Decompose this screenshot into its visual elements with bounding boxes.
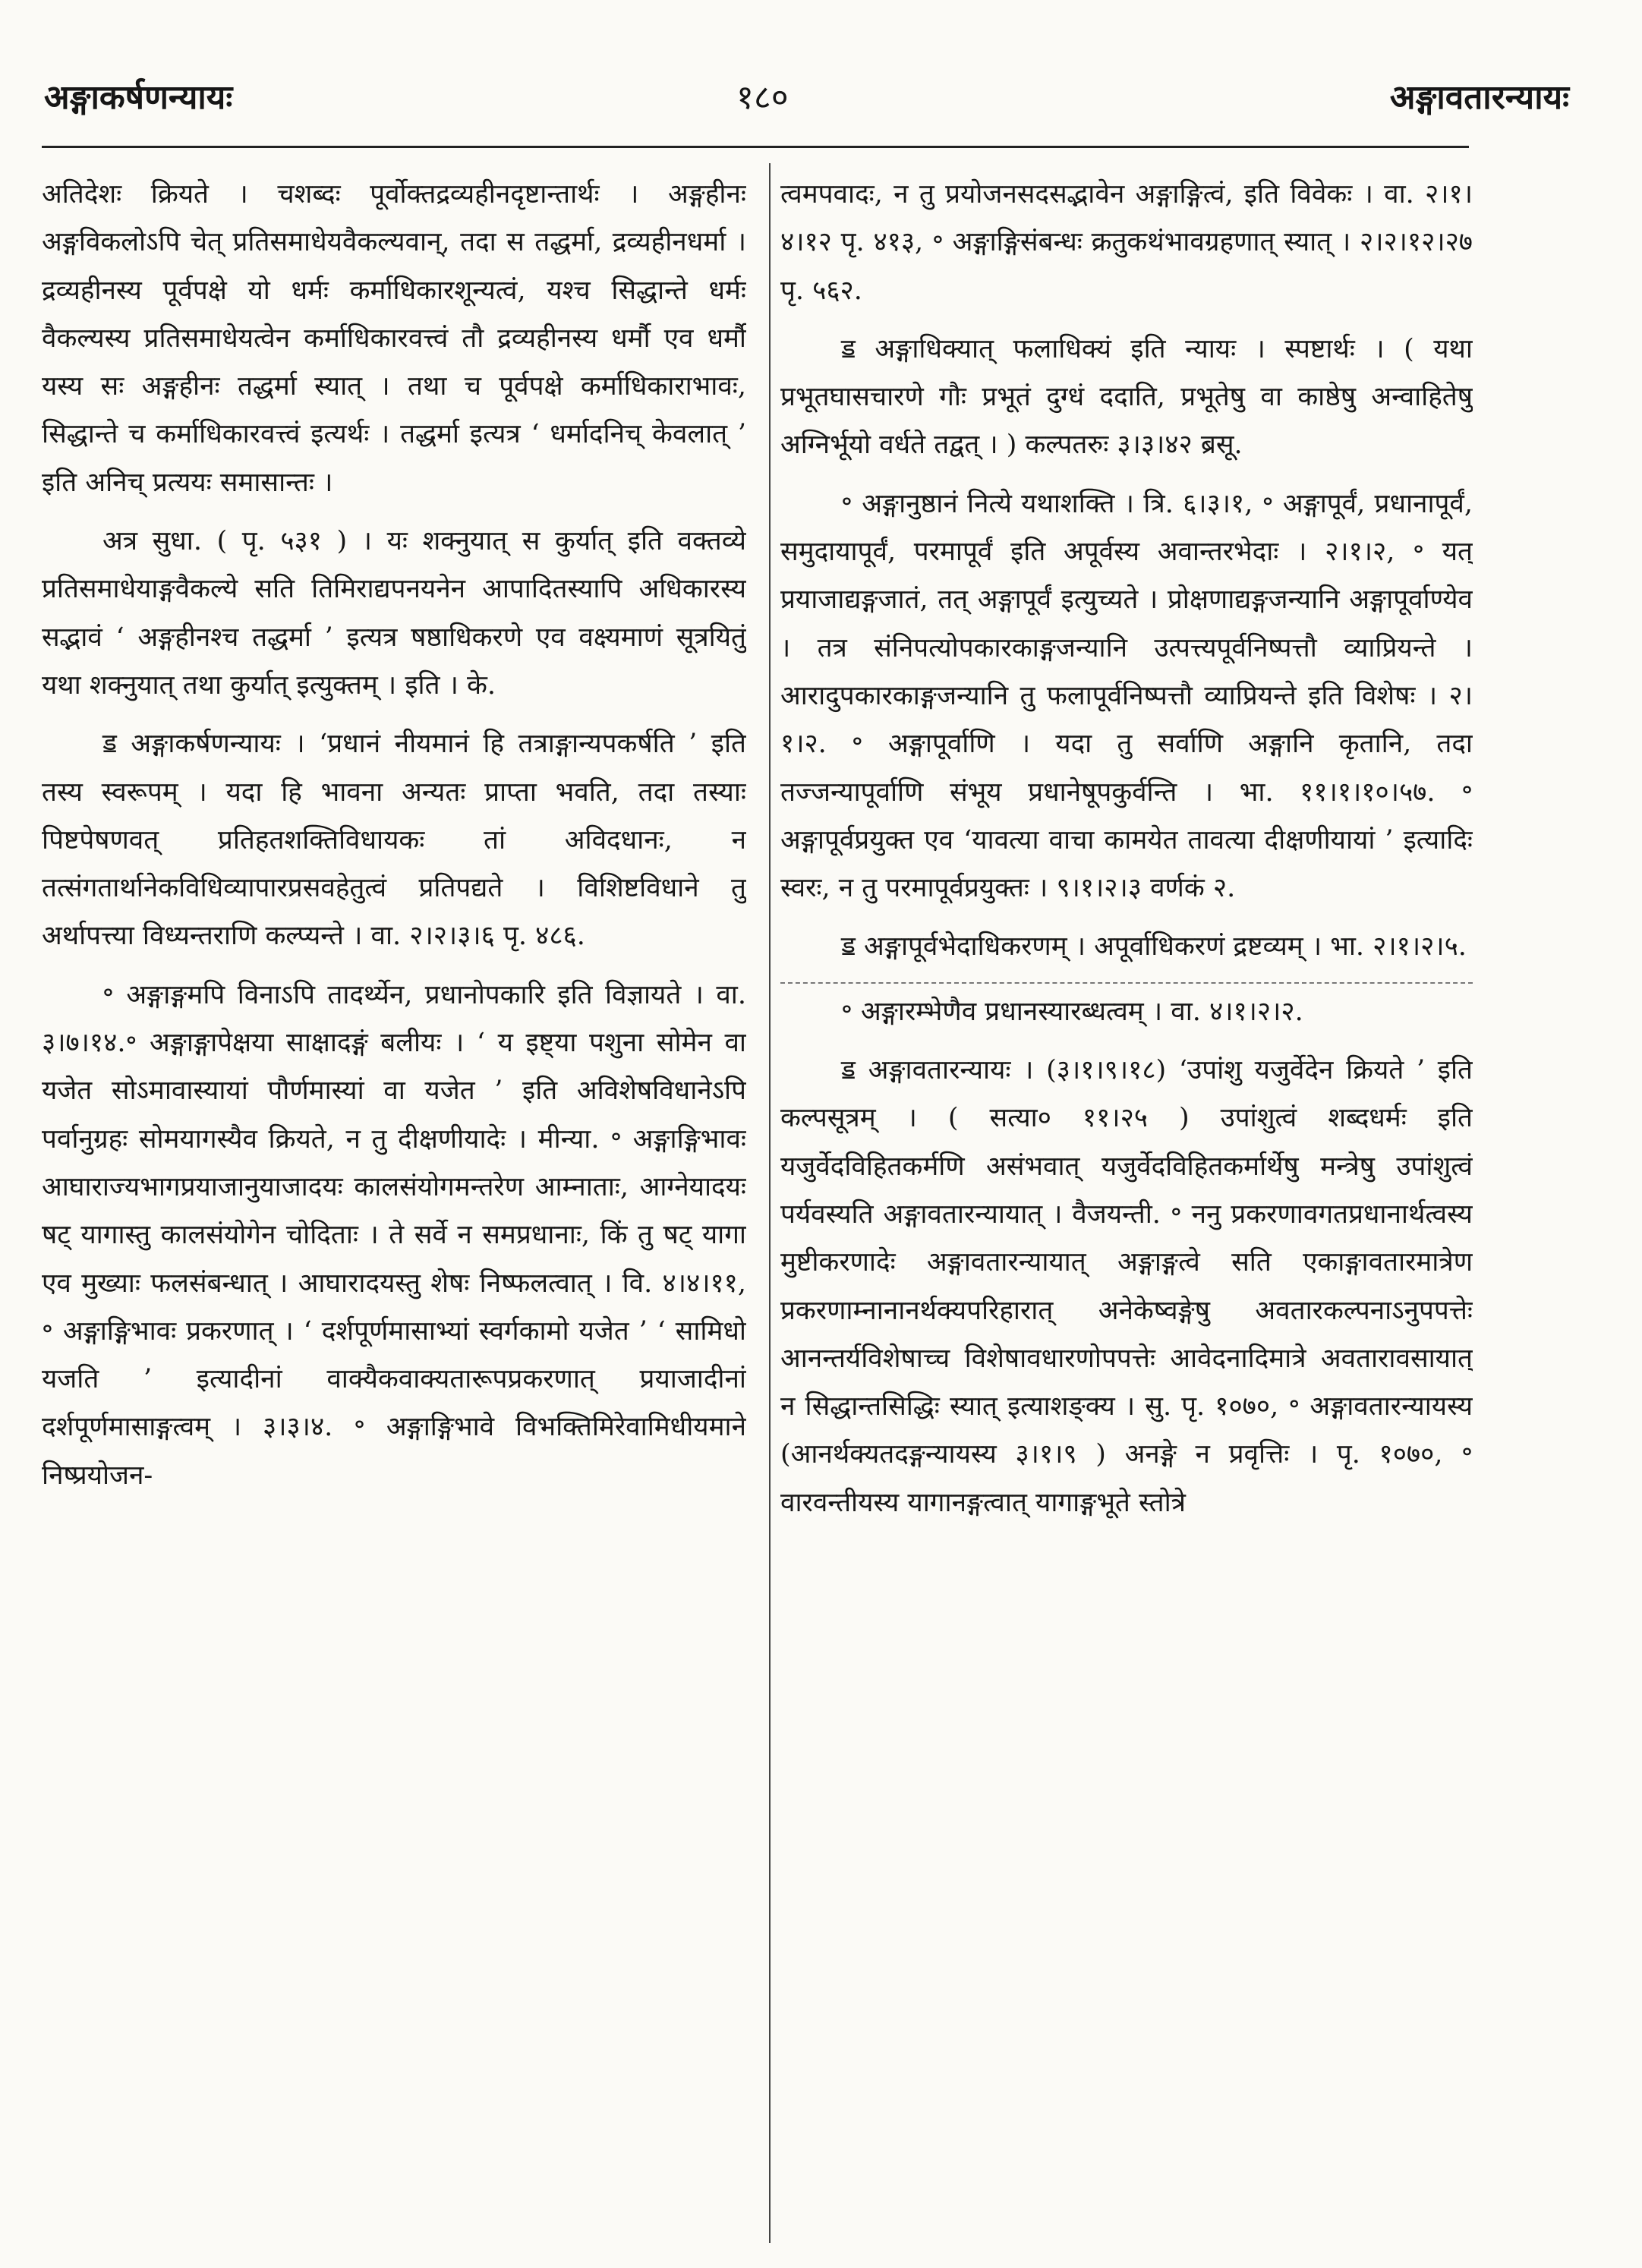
entry-paragraph: अतिदेशः क्रियते । चशब्दः पूर्वोक्तद्रव्यहीनदृष्टान्तार्थः । अङ्गहीनः अङ्गविकलोऽपि चेत् प्रतिसमाधेयवैकल्यवान्, तदा स तद्धर्मा, द्रव्यहीनधर्मा । द्रव्यहीनस्य पूर्वपक्षे यो धर्मः कर्माधिकारशून्यत्वं, यश्च सिद्धान्ते धर्मः वैकल्यस्य प्रतिसमाधेयत्वेन कर्माधिकारवत्त्वं तौ द्रव्यहीनस्य धर्मौ एव धर्मौ यस्य सः अङ्गहीनः तद्धर्मा स्यात् । तथा च पूर्वपक्षे कर्माधिकाराभावः, सिद्धान्ते च कर्माधिकारवत्त्वं इत्यर्थः । तद्धर्मा इत्यत्र ‘ धर्मादनिच् केवलात् ’ इति अनिच् प्रत्ययः समासान्तः । bbox=[42, 179, 746, 498]
entry-paragraph: त्वमपवादः, न तु प्रयोजनसदसद्भावेन अङ्गाङ्गित्वं, इति विवेकः । वा. २।१।४।१२ पृ. ४१३, ॰ अङ्गाङ्गिसंबन्धः क्रतुकथंभावग्रहणात् स्यात् । २।२।१२।२७ पृ. ५६२. bbox=[780, 179, 1473, 306]
entry-paragraph: अत्र सुधा. ( पृ. ५३१ ) । यः शक्नुयात् स कुर्यात् इति वक्तव्ये प्रतिसमाधेयाङ्गवैकल्ये सति तिमिराद्यपनयनेन आपादितस्यापि अधिकारस्य सद्भावं ‘ अङ्गहीनश्च तद्धर्मा ’ इत्यत्र षष्ठाधिकरणे एव वक्ष्यमाणं सूत्रयितुं यथा शक्नुयात् तथा कुर्यात् इत्युक्तम् । इति । के. bbox=[42, 526, 746, 701]
entry-paragraph: ॾ अङ्गाधिक्यात् फलाधिक्यं इति न्यायः । स्पष्टार्थः । ( यथा प्रभूतघासचारणे गौः प्रभूतं दुग्धं ददाति, प्रभूतेषु वा काष्ठेषु अन्वाहितेषु अग्निर्भूयो वर्धते तद्वत् । ) कल्पतरुः ३।३।४२ ब्रसू. bbox=[780, 333, 1473, 461]
page-number: १८० bbox=[736, 78, 789, 117]
column-divider bbox=[769, 163, 771, 2243]
dashed-separator bbox=[780, 982, 1473, 984]
entry-paragraph: ॰ अङ्गारम्भेणैव प्रधानस्यारब्धत्वम् । वा. ४।१।२।२. bbox=[841, 996, 1303, 1027]
entry-paragraph: ॰ अङ्गानुष्ठानं नित्ये यथाशक्ति । त्रि. ६।३।१, ॰ अङ्गापूर्वं, प्रधानापूर्वं, समुदायापूर्वं, परमापूर्वं इति अपूर्वस्य अवान्तरभेदाः । २।१।२, ॰ यत् प्रयाजाद्यङ्गजातं, तत् अङ्गापूर्वं इत्युच्यते । प्रोक्षणाद्यङ्गजन्यानि अङ्गापूर्वाण्येव । तत्र संनिपत्योपकारकाङ्गजन्यानि उत्पत्त्यपूर्वनिष्पत्तौ व्याप्रियन्ते । आरादुपकारकाङ्गजन्यानि तु फलापूर्वनिष्पत्तौ व्याप्रियन्ते इति विशेषः । २।१।२. ॰ अङ्गापूर्वाणि । यदा तु सर्वाणि अङ्गानि कृतानि, तदा तज्जन्यापूर्वाणि संभूय प्रधानेषूपकुर्वन्ति । भा. ११।१।१०।५७. ॰ अङ्गापूर्वप्रयुक्त एव ‘यावत्या वाचा कामयेत तावत्या दीक्षणीयायां ’ इत्यादिः स्वरः, न तु परमापूर्वप्रयुक्तः । ९।१।२।३ वर्णकं २. bbox=[780, 488, 1473, 904]
left-running-head: अङ्गाकर्षणन्यायः bbox=[44, 78, 233, 117]
entry-paragraph: ॾ अङ्गाकर्षणन्यायः । ‘प्रधानं नीयमानं हि तत्राङ्गान्यपकर्षति ’ इति तस्य स्वरूपम् । यदा हि भावना अन्यतः प्राप्ता भवति, तदा तस्याः पिष्टपेषणवत् प्रतिहतशक्तिविधायकः तां अविदधानः, न तत्संगतार्थानेकविधिव्यापारप्रसवहेतुत्वं प्रतिपद्यते । विशिष्टविधाने तु अर्थापत्त्या विध्यन्तराणि कल्प्यन्ते । वा. २।२।३।६ पृ. ४८६. bbox=[42, 729, 746, 952]
entry-paragraph: ॾ अङ्गावतारन्यायः । (३।१।९।१८) ‘उपांशु यजुर्वेदेन क्रियते ’ इति कल्पसूत्रम् । ( सत्या० ११।२५ ) उपांशुत्वं शब्दधर्मः इति यजुर्वेदविहितकर्मणि असंभवात् यजुर्वेदविहितकर्मार्थेषु मन्त्रेषु उपांशुत्वं पर्यवस्यति अङ्गावतारन्यायात् । वैजयन्ती. ॰ ननु प्रकरणावगतप्रधानार्थत्वस्य मुष्टीकरणादेः अङ्गावतारन्यायात् अङ्गाङ्गत्वे सति एकाङ्गावतारमात्रेण प्रकरणाम्नानानर्थक्यपरिहारात् अनेकेष्वङ्गेषु अवतारकल्पनाऽनुपपत्तेः आनन्तर्यविशेषाच्च विशेषावधारणोपपत्तेः आवेदनादिमात्रे अवतारावसायात् न सिद्धान्तसिद्धिः स्यात् इत्याशङ्क्य । सु. पृ. १०७०, ॰ अङ्गावतारन्यायस्य (आनर्थक्यतदङ्गन्यायस्य ३।१।९ ) अनङ्गे न प्रवृत्तिः । पृ. १०७०, ॰ वारवन्तीयस्य यागानङ्गत्वात् यागाङ्गभूते स्तोत्रे bbox=[780, 1055, 1473, 1518]
entry-paragraph: ॾ अङ्गापूर्वभेदाधिकरणम् । अपूर्वाधिकरणं द्रष्टव्यम् । भा. २।१।२।५. bbox=[841, 931, 1467, 962]
right-running-head: अङ्गावतारन्यायः bbox=[1389, 78, 1569, 117]
right-column bbox=[780, 171, 1473, 2251]
left-column bbox=[42, 171, 746, 2251]
entry-paragraph: ॰ अङ्गाङ्गमपि विनाऽपि तादर्थ्येन, प्रधानोपकारि इति विज्ञायते । वा. ३।७।१४.॰ अङ्गाङ्गापेक्षया साक्षादङ्गं बलीयः । ‘ य इष्ट्या पशुना सोमेन वा यजेत सोऽमावास्यायां पौर्णमास्यां वा यजेत ’ इति अविशेषविधानेऽपि पर्वानुग्रहः सोमयागस्यैव क्रियते, न तु दीक्षणीयादेः । मीन्या. ॰ अङ्गाङ्गिभावः आघाराज्यभागप्रयाजानुयाजादयः कालसंयोगमन्तरेण आम्नाताः, आग्नेयादयः षट् यागास्तु कालसंयोगेन चोदिताः । ते सर्वे न समप्रधानाः, किं तु षट् यागा एव मुख्याः फलसंबन्धात् । आघारादयस्तु शेषः निष्फलत्वात् । वि. ४।४।११, ॰ अङ्गाङ्गिभावः प्रकरणात् । ‘ दर्शपूर्णमासाभ्यां स्वर्गकामो यजेत ’ ‘ सामिधो यजति ’ इत्यादीनां वाक्यैकवाक्यतारूपप्रकरणात् प्रयाजादीनां दर्शपूर्णमासाङ्गत्वम् । ३।३।४. ॰ अङ्गाङ्गिभावे विभक्तिमिरेवामिधीयमाने निष्प्रयोजन- bbox=[42, 979, 746, 1491]
header-rule bbox=[42, 146, 1469, 148]
